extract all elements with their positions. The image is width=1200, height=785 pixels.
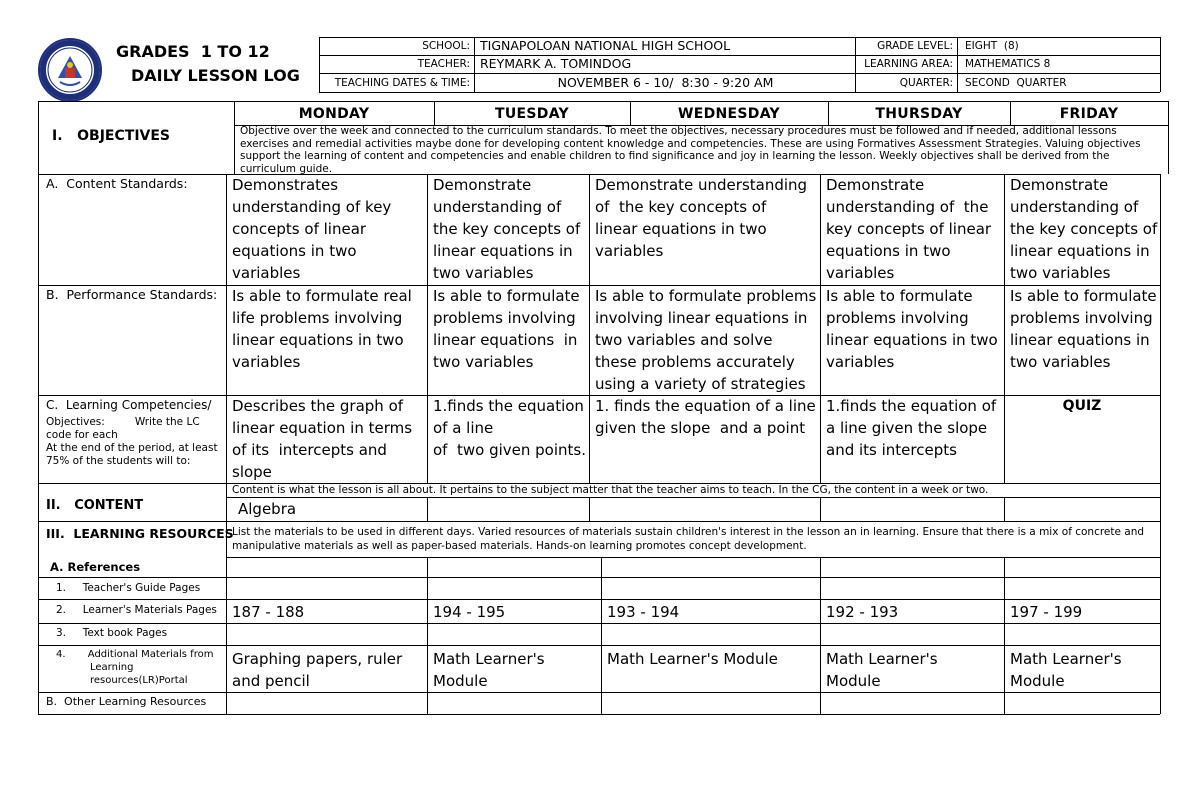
dates-value: NOVEMBER 6 - 10/ 8:30 - 9:20 AM (557, 75, 774, 90)
content-description: Content is what the lesson is all about. It pertains to the subject matter that the teacher aims to teach. In the CG, the content in a week or two. (232, 484, 989, 496)
day-header-wednesday: WEDNESDAY (678, 106, 780, 122)
lm-pages-tuesday: 194 - 195 (433, 603, 506, 621)
quarter-label: QUARTER: (899, 77, 953, 89)
content-standard-wednesday: Demonstrate understanding of the key concepts of linear equations in two variables (595, 176, 812, 260)
competencies-label (46, 397, 224, 468)
additional-materials-friday: Math Learner's Module (1010, 650, 1122, 690)
performance-standards-label: B. Performance Standards: (46, 287, 218, 302)
day-header-thursday: THURSDAY (875, 106, 963, 122)
log-title-line2: DAILY LESSON LOG (131, 66, 300, 85)
lm-pages-friday: 197 - 199 (1010, 603, 1083, 621)
additional-materials-thursday: Math Learner's Module (826, 650, 938, 690)
school-value: TIGNAPOLOAN NATIONAL HIGH SCHOOL (480, 38, 731, 53)
competency-tuesday: 1.finds the equation of a line of two given points. (433, 397, 586, 459)
lm-pages-monday: 187 - 188 (232, 603, 305, 621)
additional-materials-label-line2: Learning resources(LR)Portal (90, 662, 188, 686)
lm-pages-thursday: 192 - 193 (826, 603, 899, 621)
objectives-description: Objective over the week and connected to the curriculum standards. To meet the objectives, necessary procedures must be followed and if needed, additional lessons exercises and remedial activities maybe done for developing content knowledge and competencies. These are using Formatives Assessment Strategies. Valuing objectives support the learning of content and competencies and enable children to find significance and joy in learning the lesson. Weekly objectives shall be derived from the curriculum guide. (240, 125, 1141, 175)
content-standard-friday: Demonstrate understanding of the key concepts of linear equations in two variables (1010, 176, 1158, 282)
dates-label: TEACHING DATES & TIME: (334, 77, 470, 89)
deped-seal-logo (38, 38, 102, 102)
content-label: II. CONTENT (46, 498, 144, 513)
additional-materials-tuesday: Math Learner's Module (433, 650, 545, 690)
learning-area-value: MATHEMATICS 8 (965, 58, 1051, 70)
content-standard-thursday: Demonstrate understanding of the key concepts of linear equations in two variables (826, 176, 996, 282)
learning-resources-description: List the materials to be used in different days. Varied resources of materials sustain children's interest in the lesson an in learning. Ensure that there is a mix of concrete and manipulative materials as well as paper-based materials. Hands-on learning promotes concept development. (232, 526, 1145, 552)
additional-materials-wednesday: Math Learner's Module (607, 650, 778, 668)
other-resources-label: B. Other Learning Resources (46, 695, 207, 708)
performance-standard-friday: Is able to formulate problems involving linear equations in two variables (1010, 287, 1157, 371)
school-label: SCHOOL: (422, 40, 470, 52)
log-title-line1: GRADES 1 TO 12 (116, 42, 270, 61)
competencies-label-line1: C. Learning Competencies/ (46, 398, 212, 412)
performance-standard-thursday: Is able to formulate problems involving linear equations in two variables (826, 287, 998, 371)
content-standard-monday: Demonstrates understanding of key concepts of linear equations in two variables (232, 176, 392, 282)
additional-materials-label-line1: 4. Additional Materials from (56, 649, 214, 660)
competencies-label-line2: Objectives: Write the LC code for each (46, 416, 203, 441)
learners-materials-label: 2. Learner's Materials Pages (56, 604, 217, 616)
performance-standard-wednesday: Is able to formulate problems involving linear equations in two variables and solve these problems accurately using a variety of strategies (595, 287, 817, 393)
grade-level-label: GRADE LEVEL: (877, 40, 953, 52)
competency-friday-quiz: QUIZ (1062, 398, 1102, 414)
lm-pages-wednesday: 193 - 194 (607, 603, 680, 621)
content-standards-label: A. Content Standards: (46, 176, 188, 191)
teacher-label: TEACHER: (417, 58, 470, 70)
textbook-pages-label: 3. Text book Pages (56, 627, 168, 639)
day-header-monday: MONDAY (298, 106, 370, 122)
additional-materials-monday: Graphing papers, ruler and pencil (232, 650, 403, 690)
competencies-label-line3: At the end of the period, at least 75% of the students will to: (46, 442, 218, 467)
content-standard-tuesday: Demonstrate understanding of the key concepts of linear equations in two variables (433, 176, 581, 282)
quarter-value: SECOND QUARTER (965, 77, 1067, 89)
references-label: A. References (50, 560, 141, 574)
competency-monday: Describes the graph of linear equation in terms of its intercepts and slope (232, 397, 417, 481)
additional-materials-label (56, 648, 226, 687)
grade-level-value: EIGHT (8) (965, 40, 1019, 52)
performance-standard-tuesday: Is able to formulate problems involving linear equations in two variables (433, 287, 585, 371)
competency-wednesday: 1. finds the equation of a line given the slope and a point (595, 397, 821, 437)
objectives-label: I. OBJECTIVES (52, 128, 171, 144)
learning-resources-label: III. LEARNING RESOURCES (46, 526, 234, 541)
content-value-algebra: Algebra (238, 500, 297, 518)
competency-thursday: 1.finds the equation of a line given the slope and its intercepts (826, 397, 997, 459)
performance-standard-monday: Is able to formulate real life problems involving linear equations in two variables (232, 287, 412, 371)
learning-area-label: LEARNING AREA: (864, 58, 953, 70)
teachers-guide-label: 1. Teacher's Guide Pages (56, 582, 201, 594)
teacher-value: REYMARK A. TOMINDOG (480, 56, 632, 71)
day-header-friday: FRIDAY (1059, 106, 1119, 122)
day-header-tuesday: TUESDAY (495, 106, 569, 122)
